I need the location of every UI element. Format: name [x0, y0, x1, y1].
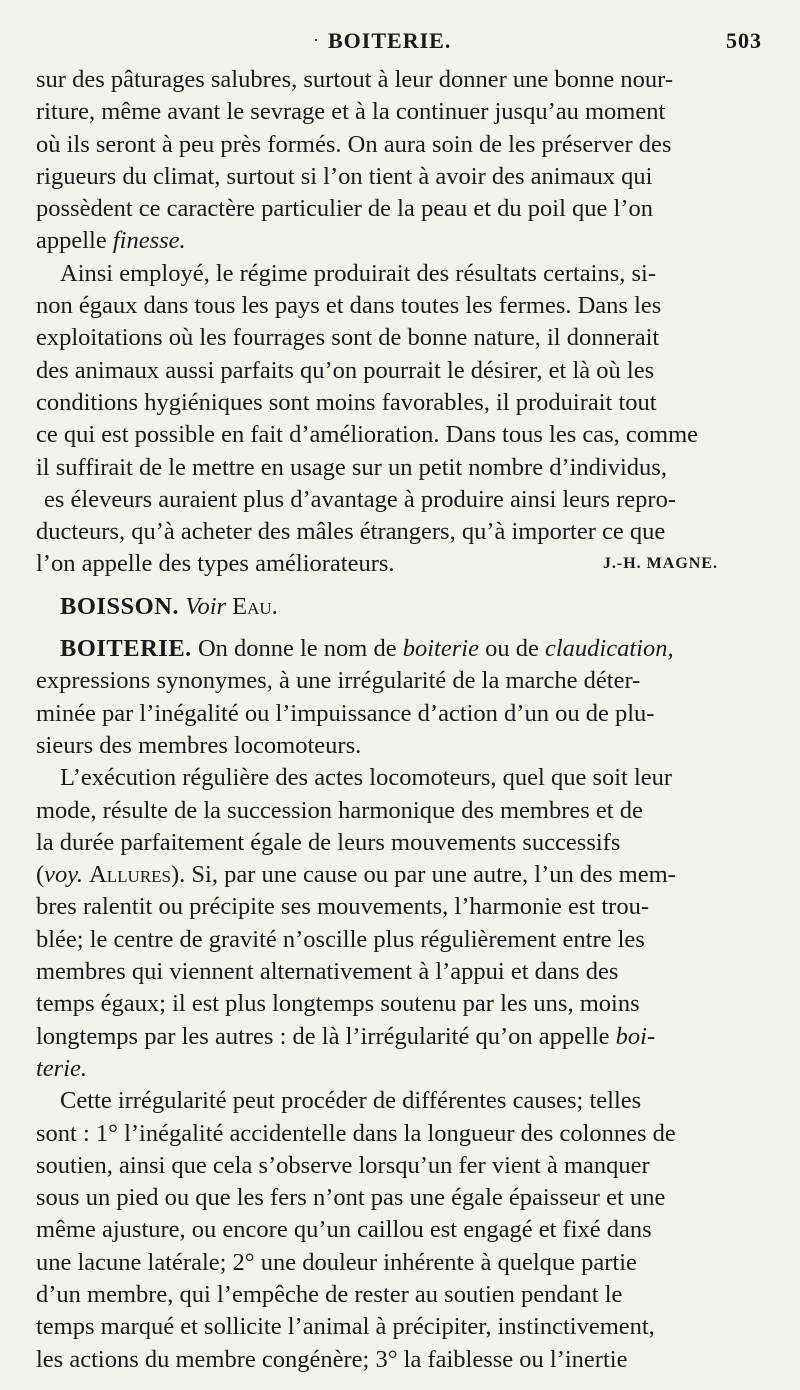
text-line: rigueurs du climat, surtout si l’on tient à avoir des animaux qui	[36, 162, 653, 190]
text-line: les actions du membre congénère; 3° la faiblesse ou l’inertie	[36, 1345, 628, 1373]
italic-term: boiterie	[402, 635, 479, 663]
text-line: possèdent ce caractère particulier de la peau et du poil que l’on	[36, 195, 653, 223]
text-line: (voy. Allures). Si, par une cause ou par une autre, l’un des mem-	[36, 861, 676, 889]
text-line: sont : 1° l’inégalité accidentelle dans la longueur des colonnes de	[36, 1119, 676, 1147]
entry-boiterie	[36, 633, 762, 762]
text-line: la durée parfaitement égale de leurs mouvements successifs	[36, 828, 621, 856]
text-line: blée; le centre de gravité n’oscille plus régulièrement entre les	[36, 925, 645, 953]
text-line: sieurs des membres locomoteurs.	[36, 731, 362, 759]
text-line: sur des pâturages salubres, surtout à leur donner une bonne nour-	[36, 66, 674, 93]
text-line: il suffirait de le mettre en usage sur un petit nombre d’individus,	[36, 453, 667, 481]
text-line	[36, 633, 762, 665]
running-title: BOITERIE.	[328, 28, 452, 53]
text-line: es éleveurs auraient plus d’avantage à produire ainsi leurs repro-	[44, 485, 676, 513]
text-span: appelle	[36, 227, 113, 255]
text-line: Ainsi employé, le régime produirait des résultats certains, si-	[60, 259, 657, 287]
text-line: non égaux dans tous les pays et dans toutes les fermes. Dans les	[36, 292, 662, 320]
italic-term: boi-	[615, 1022, 656, 1050]
text-line: membres qui viennent alternativement à l’appui et dans des	[36, 958, 619, 986]
text-line: riture, même avant le sevrage et à la continuer jusqu’au moment	[36, 98, 666, 126]
paragraph-causes	[36, 1085, 762, 1376]
text-line	[36, 1021, 762, 1053]
text-line: où ils seront à peu près formés. On aura soin de les préserver des	[36, 130, 672, 158]
text-span: l’on appelle des types améliorateurs.	[36, 550, 395, 578]
entry-boisson	[36, 591, 762, 623]
text-line: minée par l’inégalité ou l’impuissance d’action d’un ou de plu-	[36, 699, 655, 727]
text-line: des animaux aussi parfaits qu’on pourrait le désirer, et là où les	[36, 356, 655, 384]
text-line: exploitations où les fourrages sont de bonne nature, il donnerait	[36, 324, 660, 352]
text-line: d’un membre, qui l’empêche de rester au soutien pendant le	[36, 1280, 623, 1308]
italic-term: finesse.	[112, 227, 186, 255]
text-line: sous un pied ou que les fers n’ont pas une égale épaisseur et une	[36, 1184, 666, 1212]
author-signature: J.-H. MAGNE.	[602, 555, 718, 573]
paragraph-continuation	[36, 64, 762, 258]
text-span: ). Si, par une cause ou par une autre, l’un des mem-	[171, 861, 676, 889]
text-line	[36, 548, 762, 580]
text-line: mode, résulte de la succession harmonique des membres et de	[36, 796, 643, 824]
italic-term: terie.	[36, 1054, 88, 1082]
cross-ref-target: Allures	[89, 861, 171, 889]
text-line	[36, 591, 762, 623]
text-span: On donne le nom de	[191, 635, 403, 663]
text-line: ducteurs, qu’à acheter des mâles étrangers, qu’à importer ce que	[36, 518, 666, 546]
text-line: temps marqué et sollicite l’animal à précipiter, instinctivement,	[36, 1313, 655, 1341]
text-line	[36, 225, 762, 257]
italic-term: claudication,	[544, 635, 674, 663]
paragraph-execution	[36, 762, 762, 1085]
text-line: temps égaux; il est plus longtemps soutenu par les uns, moins	[36, 990, 640, 1018]
italic-abbrev: voy.	[44, 861, 83, 889]
text-line: même ajusture, ou encore qu’un caillou est engagé et fixé dans	[36, 1216, 652, 1244]
text-line: une lacune latérale; 2° une douleur inhérente à quelque partie	[36, 1248, 637, 1276]
entry-headword: BOISSON.	[60, 592, 180, 620]
spacer	[36, 581, 762, 591]
paragraph-regime	[36, 258, 762, 581]
text-line: ce qui est possible en fait d’amélioration. Dans tous les cas, comme	[36, 421, 699, 449]
text-line	[36, 1053, 762, 1085]
text-line: bres ralentit ou précipite ses mouvements, l’harmonie est trou-	[36, 893, 650, 921]
cross-ref-target: Eau.	[232, 592, 278, 620]
spacer	[36, 623, 762, 633]
cross-ref-voir: Voir	[185, 592, 227, 620]
text-span: longtemps par les autres : de là l’irrégularité qu’on appelle	[36, 1022, 616, 1050]
text-line: soutien, ainsi que cela s’observe lorsqu’un fer vient à manquer	[36, 1151, 650, 1179]
page-number: 503	[726, 28, 762, 53]
text-line: L’exécution régulière des actes locomoteurs, quel que soit leur	[60, 764, 673, 792]
running-header	[36, 28, 762, 64]
text-line: Cette irrégularité peut procéder de différentes causes; telles	[60, 1087, 642, 1115]
text-span: ou de	[478, 635, 545, 663]
text-line: conditions hygiéniques sont moins favorables, il produirait tout	[36, 388, 657, 416]
header-bullet: ·	[313, 30, 320, 50]
text-line: expressions synonymes, à une irrégularité de la marche déter-	[36, 667, 641, 695]
entry-headword: BOITERIE.	[60, 635, 192, 663]
